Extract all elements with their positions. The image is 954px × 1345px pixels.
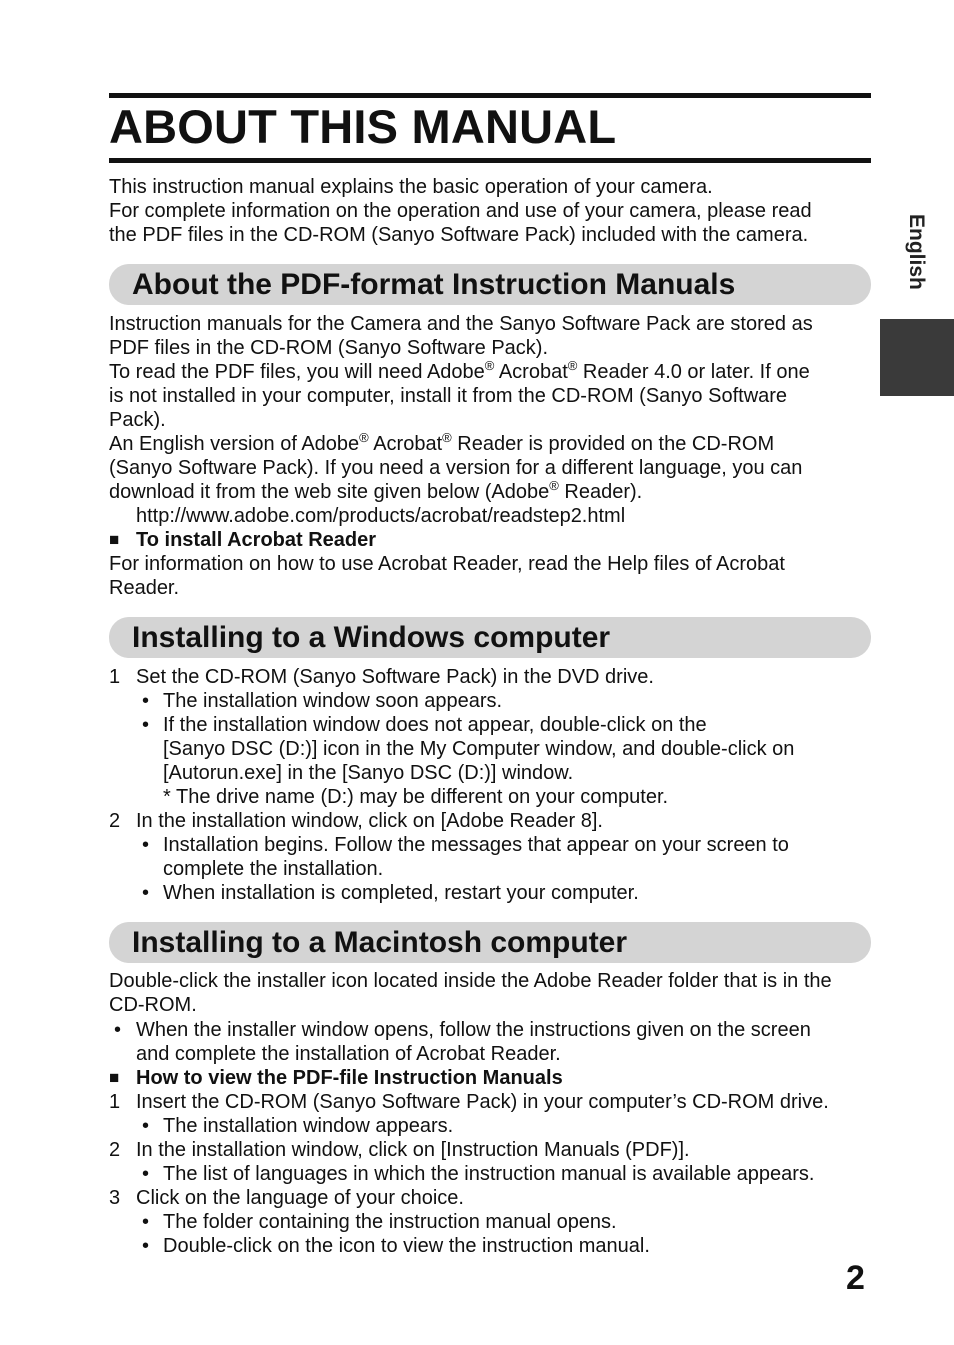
step-number: 1	[109, 666, 121, 688]
bullet: •	[142, 690, 150, 712]
body-line: Instruction manuals for the Camera and the Sanyo Software Pack are stored as	[109, 313, 813, 335]
step-number: 2	[109, 1139, 121, 1161]
body-line: is not installed in your computer, install it from the CD-ROM (Sanyo Software	[109, 385, 788, 407]
page-title: ABOUT THIS MANUAL	[109, 100, 617, 153]
intro-line: the PDF files in the CD-ROM (Sanyo Software Pack) included with the camera.	[109, 224, 809, 246]
bullet: •	[142, 1163, 150, 1185]
bullet-text: The installation window appears.	[163, 1115, 454, 1137]
step-text: In the installation window, click on [Adobe Reader 8].	[136, 810, 603, 832]
body-line: To read the PDF files, you will need Adobe® Acrobat® Reader 4.0 or later. If one	[109, 358, 810, 383]
body-line: Reader.	[109, 577, 180, 599]
section-heading-pdf-manuals: About the PDF-format Instruction Manuals	[109, 264, 871, 305]
bullet-text: The folder containing the instruction manual opens.	[163, 1211, 617, 1233]
intro-line: This instruction manual explains the basic operation of your camera.	[109, 176, 713, 198]
bullet-text: Installation begins. Follow the messages that appear on your screen to	[163, 834, 789, 856]
section-heading-windows: Installing to a Windows computer	[109, 617, 871, 658]
title-rule-bottom	[109, 158, 871, 163]
title-rule-top	[109, 93, 871, 98]
language-tab-label: English	[905, 214, 928, 290]
page-number: 2	[846, 1259, 865, 1297]
bullet-text: [Autorun.exe] in the [Sanyo DSC (D:)] window.	[163, 762, 574, 784]
step-text: In the installation window, click on [Instruction Manuals (PDF)].	[136, 1139, 690, 1161]
section-heading-macintosh: Installing to a Macintosh computer	[109, 922, 871, 963]
bullet-text: When the installer window opens, follow the instructions given on the screen	[136, 1019, 811, 1041]
step-text: Insert the CD-ROM (Sanyo Software Pack) in your computer’s CD-ROM drive.	[136, 1091, 829, 1113]
body-line: Double-click the installer icon located inside the Adobe Reader folder that is in the	[109, 970, 832, 992]
bullet-text: The list of languages in which the instruction manual is available appears.	[163, 1163, 815, 1185]
bullet-text: Double-click on the icon to view the instruction manual.	[163, 1235, 650, 1257]
bullet-text: [Sanyo DSC (D:)] icon in the My Computer window, and double-click on	[163, 738, 795, 760]
body-line: An English version of Adobe® Acrobat® Reader is provided on the CD-ROM	[109, 430, 775, 455]
bullet: •	[142, 1115, 150, 1137]
adobe-url: http://www.adobe.com/products/acrobat/readstep2.html	[136, 505, 626, 527]
step-text: Click on the language of your choice.	[136, 1187, 464, 1209]
bullet: •	[142, 1211, 150, 1233]
body-line: PDF files in the CD-ROM (Sanyo Software Pack).	[109, 337, 549, 359]
step-text: Set the CD-ROM (Sanyo Software Pack) in the DVD drive.	[136, 666, 654, 688]
step-number: 3	[109, 1187, 121, 1209]
bullet-text: If the installation window does not appear, double-click on the	[163, 714, 707, 736]
subheading-view-pdf: ■ How to view the PDF-file Instruction Manuals	[136, 1066, 563, 1090]
step-number: 1	[109, 1091, 121, 1113]
subheading-install-acrobat: ■ To install Acrobat Reader	[136, 528, 376, 552]
bullet: •	[142, 882, 150, 904]
bullet-text: When installation is completed, restart your computer.	[163, 882, 639, 904]
body-line: download it from the web site given below (Adobe® Reader).	[109, 478, 643, 503]
body-line: (Sanyo Software Pack). If you need a version for a different language, you can	[109, 457, 803, 479]
body-line: Pack).	[109, 409, 166, 431]
bullet: •	[114, 1019, 122, 1041]
bullet-text: and complete the installation of Acrobat Reader.	[136, 1043, 561, 1065]
step-number: 2	[109, 810, 121, 832]
body-line: CD-ROM.	[109, 994, 197, 1016]
bullet-text: The installation window soon appears.	[163, 690, 503, 712]
body-line: For information on how to use Acrobat Reader, read the Help files of Acrobat	[109, 553, 785, 575]
language-tab-marker	[880, 319, 954, 396]
bullet: •	[142, 1235, 150, 1257]
bullet: •	[142, 834, 150, 856]
bullet-text: complete the installation.	[163, 858, 384, 880]
bullet: •	[142, 714, 150, 736]
intro-line: For complete information on the operation and use of your camera, please read	[109, 200, 812, 222]
note-text: * The drive name (D:) may be different on your computer.	[163, 786, 669, 808]
